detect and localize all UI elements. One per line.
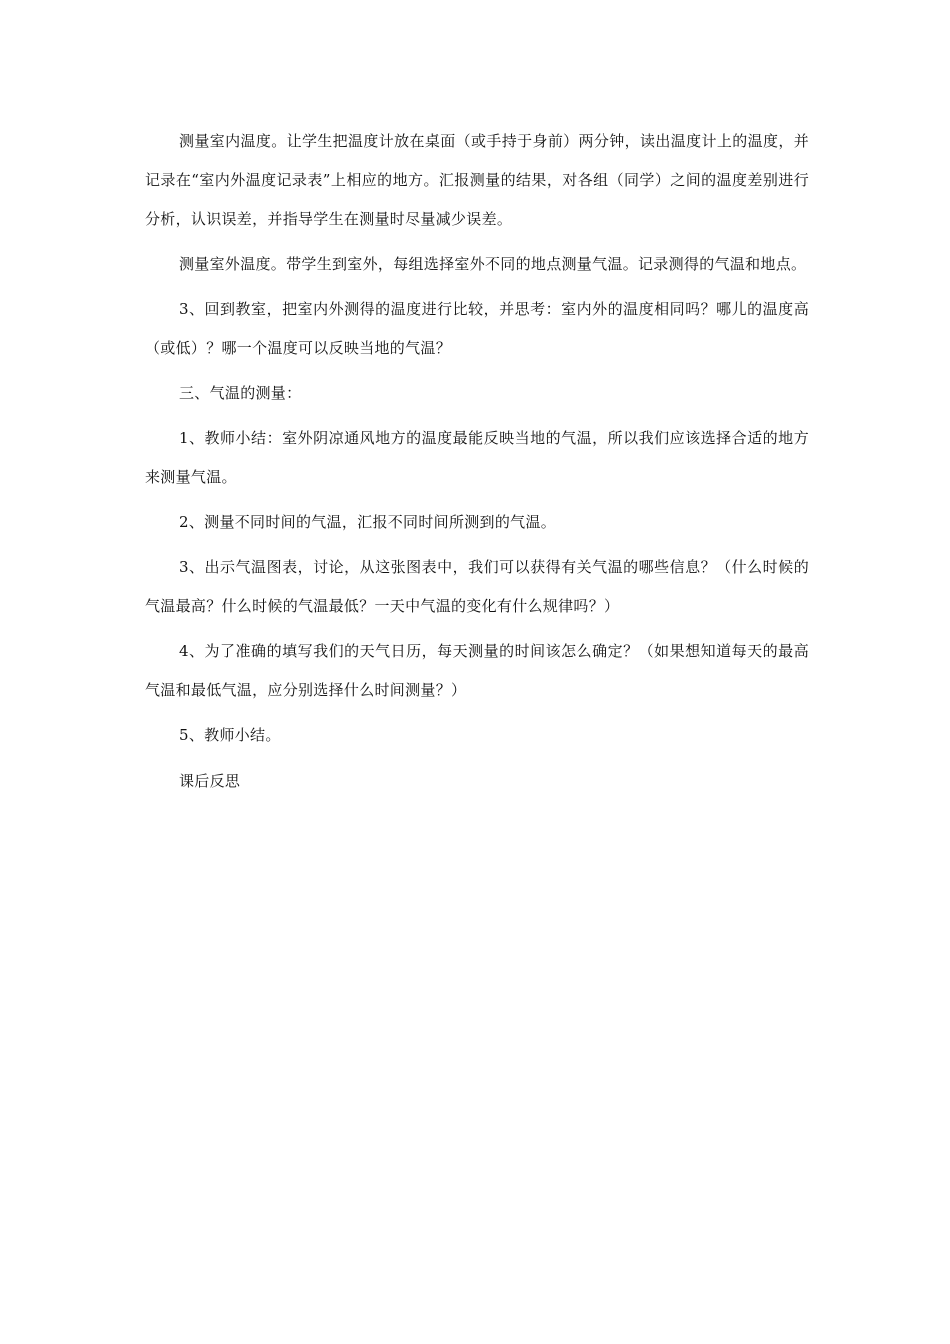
reflection-heading: 课后反思: [179, 772, 241, 790]
paragraph-teacher-summary-1: 1、教师小结：室外阴凉通风地方的温度最能反映当地的气温，所以我们应该选择合适的地方来测量气温。: [145, 429, 809, 486]
document-body: [145, 122, 809, 761]
paragraph-indoor-temperature: 测量室内温度。让学生把温度计放在桌面（或手持于身前）两分钟，读出温度计上的温度，并记录在“室内外温度记录表”上相应的地方。汇报测量的结果，对各组（同学）之间的温度差别进行分析，认识误差，并指导学生在测量时尽量减少误差。: [145, 132, 809, 228]
paragraph-outdoor-temperature: 测量室外温度。带学生到室外，每组选择室外不同的地点测量气温。记录测得的气温和地点。: [179, 255, 807, 273]
paragraph-measure-different-times: 2、测量不同时间的气温，汇报不同时间所测到的气温。: [179, 513, 557, 531]
paragraph-weather-calendar: 4、为了准确的填写我们的天气日历，每天测量的时间该怎么确定？（如果想知道每天的最高气温和最低气温，应分别选择什么时间测量？）: [145, 642, 809, 699]
paragraph-temperature-chart-discussion: 3、出示气温图表，讨论，从这张图表中，我们可以获得有关气温的哪些信息？（什么时候的气温最高？什么时候的气温最低？一天中气温的变化有什么规律吗？）: [145, 558, 809, 615]
paragraph-teacher-summary-2: 5、教师小结。: [179, 726, 281, 744]
section-heading-temperature-measurement: 三、气温的测量：: [179, 384, 302, 402]
paragraph-compare-temperatures: 3、回到教室，把室内外测得的温度进行比较，并思考：室内外的温度相同吗？哪儿的温度高（或低）？哪一个温度可以反映当地的气温？: [145, 300, 809, 357]
